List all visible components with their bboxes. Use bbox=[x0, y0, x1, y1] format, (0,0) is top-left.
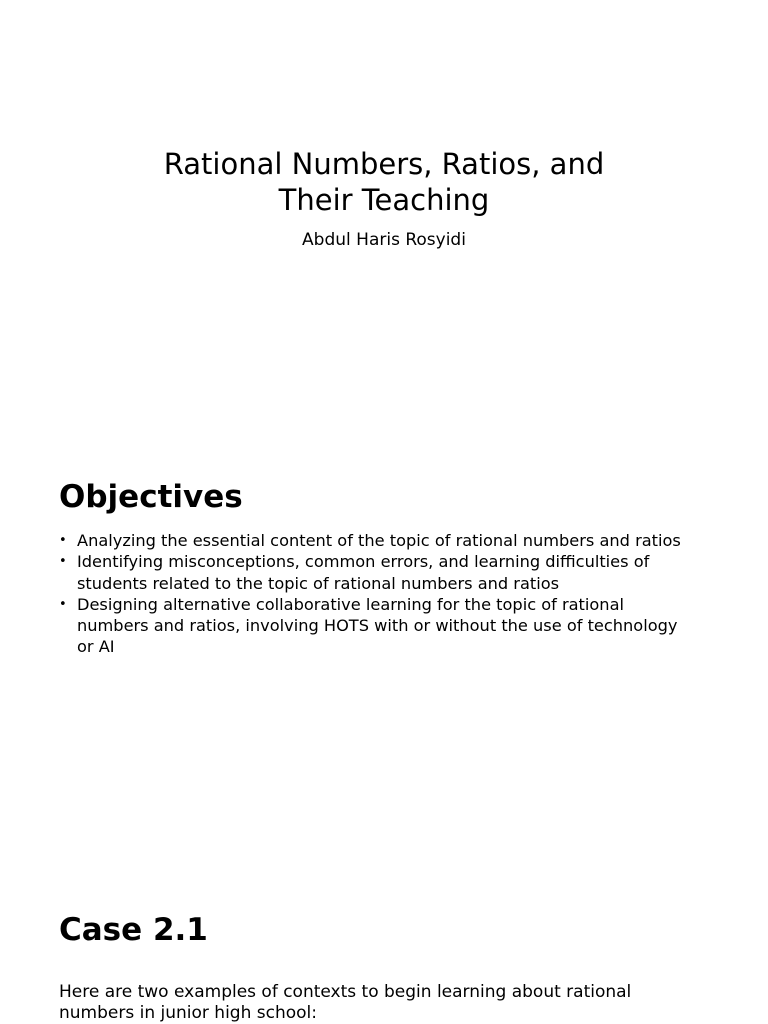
document-title-line-1: Rational Numbers, Ratios, and bbox=[163, 147, 605, 181]
objective-text: Identifying misconceptions, common errors, and learning difficulties of students related to the topic of rational numbers and ratios bbox=[77, 552, 650, 593]
case-intro-text: Here are two examples of contexts to begin learning about rational numbers in junior high school: bbox=[59, 982, 632, 1023]
list-item bbox=[59, 530, 699, 551]
list-item bbox=[59, 594, 699, 658]
objective-text: Designing alternative collaborative learning for the topic of rational numbers and ratios, involving HOTS with or without the use of technology or AI bbox=[77, 594, 678, 657]
bullet-icon: • bbox=[59, 533, 67, 548]
document-title bbox=[0, 146, 768, 218]
bullet-icon: • bbox=[59, 596, 67, 612]
objectives-heading: Objectives bbox=[59, 479, 243, 515]
bullet-icon: • bbox=[59, 554, 67, 570]
author-name: Abdul Haris Rosyidi bbox=[302, 230, 466, 250]
document-title-line-2: Their Teaching bbox=[278, 183, 490, 217]
objective-text: Analyzing the essential content of the topic of rational numbers and ratios bbox=[77, 531, 681, 550]
list-item bbox=[59, 551, 699, 594]
objectives-list bbox=[59, 530, 699, 658]
case-heading: Case 2.1 bbox=[59, 912, 208, 948]
